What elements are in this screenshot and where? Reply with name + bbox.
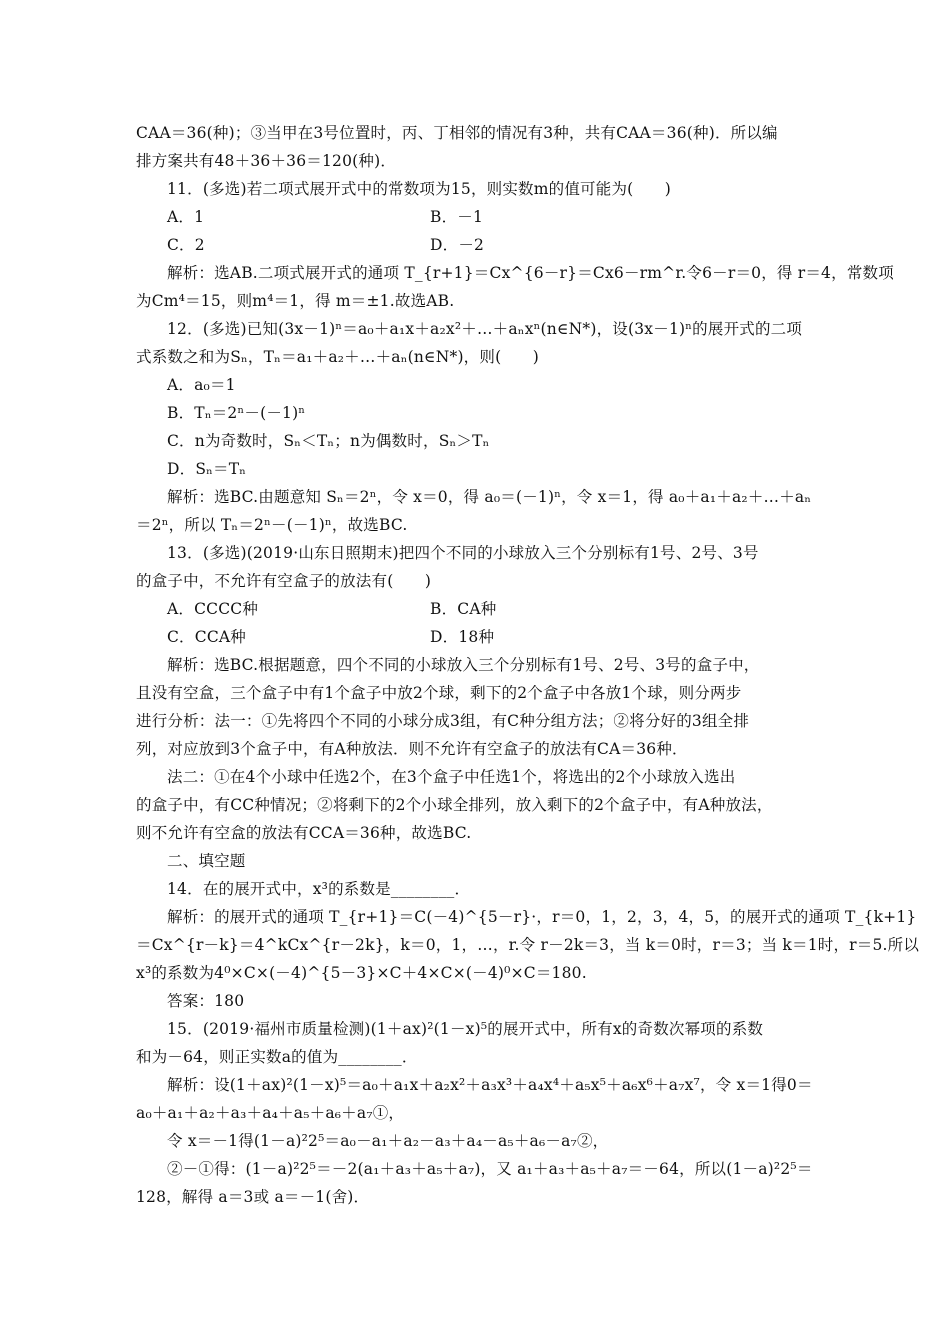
solution-line: 令 x＝－1得(1－a)²2⁵＝a₀－a₁＋a₂－a₃＋a₄－a₅＋a₆－a₇②，: [167, 1132, 609, 1150]
question-12-stem: 12．(多选)已知(3x－1)ⁿ＝a₀＋a₁x＋a₂x²＋…＋aₙxⁿ(n∈N*)，设(3x－1)ⁿ的展开式的二项: [167, 320, 803, 338]
solution-line: x³的系数为4⁰×C×(－4)^{5－3}×C＋4×C×(－4)⁰×C＝180.: [136, 964, 587, 982]
solution-line: 且没有空盒，三个盒子中有1个盒子中放2个球，剩下的2个盒子中各放1个球，则分两步: [136, 684, 742, 702]
solution-line: 解析：选BC.由题意知 Sₙ＝2ⁿ，令 x＝0，得 a₀＝(－1)ⁿ，令 x＝1，得 a₀＋a₁＋a₂＋…＋aₙ: [167, 488, 812, 506]
option-c: C．2: [167, 236, 205, 254]
solution-line: 解析：选AB.二项式展开式的通项 T_{r+1}＝Cx^{6－r}＝Cx6－rm^r.令6－r＝0，得 r＝4，常数项: [167, 264, 894, 282]
option-b: B．CA种: [430, 600, 497, 618]
solution-line: 解析：设(1＋ax)²(1－x)⁵＝a₀＋a₁x＋a₂x²＋a₃x³＋a₄x⁴＋a₅x⁵＋a₆x⁶＋a₇x⁷，令 x＝1得0＝: [167, 1076, 813, 1094]
text-line: 排方案共有48＋36＋36＝120(种)．: [136, 152, 397, 170]
question-14-stem: 14．在的展开式中，x³的系数是________．: [167, 880, 471, 898]
solution-line: 进行分析：法一：①先将四个不同的小球分成3组，有C种分组方法；②将分好的3组全排: [136, 712, 750, 730]
solution-line: 列，对应放到3个盒子中，有A种放法．则不允许有空盒子的放法有CA＝36种．: [136, 740, 688, 758]
question-13-stem: 的盒子中，不允许有空盒子的放法有( ): [136, 572, 432, 590]
option-c: C．n为奇数时，Sₙ＜Tₙ；n为偶数时，Sₙ＞Tₙ: [167, 432, 490, 450]
option-b: B．Tₙ＝2ⁿ－(－1)ⁿ: [167, 404, 306, 422]
option-d: D．－2: [430, 236, 485, 254]
solution-line: a₀＋a₁＋a₂＋a₃＋a₄＋a₅＋a₆＋a₇①，: [136, 1104, 405, 1122]
question-15-stem: 和为－64，则正实数a的值为________．: [136, 1048, 418, 1066]
question-12-stem: 式系数之和为Sₙ，Tₙ＝a₁＋a₂＋…＋aₙ(n∈N*)，则( ): [136, 348, 539, 366]
solution-line: ②－①得：(1－a)²2⁵＝－2(a₁＋a₃＋a₅＋a₇)，又 a₁＋a₃＋a₅＋a₇＝－64，所以(1－a)²2⁵＝: [167, 1160, 813, 1178]
section-heading: 二、填空题: [167, 852, 246, 870]
answer-line: 答案：180: [167, 992, 245, 1010]
solution-line: 则不允许有空盒的放法有CCA＝36种，故选BC.: [136, 824, 472, 842]
option-a: A．a₀＝1: [167, 376, 236, 394]
solution-line: 解析：选BC.根据题意，四个不同的小球放入三个分别标有1号、2号、3号的盒子中，: [167, 656, 760, 674]
question-11-stem: 11．(多选)若二项式展开式中的常数项为15，则实数m的值可能为( ): [167, 180, 672, 198]
solution-line: 为Cm⁴＝15，则m⁴＝1，得 m＝±1.故选AB.: [136, 292, 455, 310]
option-d: D．18种: [430, 628, 495, 646]
solution-line: 128，解得 a＝3或 a＝－1(舍)．: [136, 1188, 370, 1206]
option-c: C．CCA种: [167, 628, 246, 646]
option-d: D．Sₙ＝Tₙ: [167, 460, 247, 478]
option-b: B．－1: [430, 208, 484, 226]
text-line: CAA＝36(种)；③当甲在3号位置时，丙、丁相邻的情况有3种，共有CAA＝36(种)．所以编: [136, 124, 778, 142]
solution-line: ＝2ⁿ，所以 Tₙ＝2ⁿ－(－1)ⁿ，故选BC.: [136, 516, 408, 534]
solution-line: ＝Cx^{r－k}＝4^kCx^{r－2k}，k＝0，1，…，r.令 r－2k＝3，当 k＝0时，r＝3；当 k＝1时，r＝5.所以: [136, 936, 920, 954]
solution-line: 法二：①在4个小球中任选2个，在3个盒子中任选1个，将选出的2个小球放入选出: [167, 768, 736, 786]
option-a: A．1: [167, 208, 205, 226]
question-13-stem: 13．(多选)(2019·山东日照期末)把四个不同的小球放入三个分别标有1号、2号、3号: [167, 544, 759, 562]
option-a: A．CCCC种: [167, 600, 259, 618]
solution-line: 解析：的展开式的通项 T_{r+1}＝C(－4)^{5－r}·，r＝0，1，2，3，4，5，的展开式的通项 T_{k+1}: [167, 908, 917, 926]
question-15-stem: 15．(2019·福州市质量检测)(1＋ax)²(1－x)⁵的展开式中，所有x的奇数次幂项的系数: [167, 1020, 764, 1038]
solution-line: 的盒子中，有CC种情况；②将剩下的2个小球全排列，放入剩下的2个盒子中，有A种放法，: [136, 796, 773, 814]
